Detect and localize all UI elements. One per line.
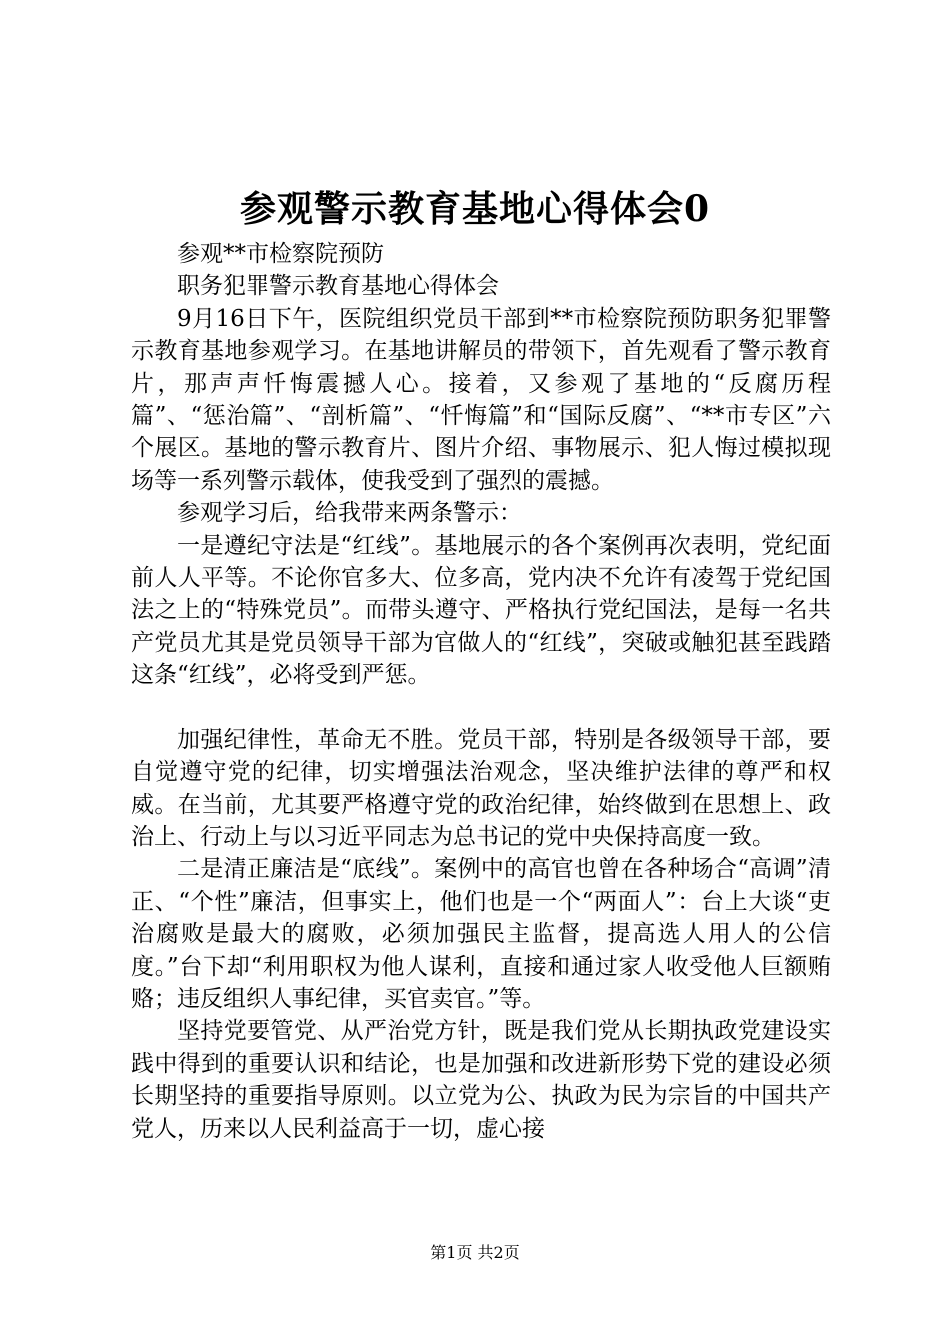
paragraph-party-governance: 坚持党要管党、从严治党方针，既是我们党从长期执政党建设实践中得到的重要认识和结论，也是加强和改进新形势下党的建设必须长期坚持的重要指导原则。以立党为公、执政为民为宗旨的中国共产党人，历来以人民利益高于一切，虚心接 [131,1018,831,1142]
document-title: 参观警示教育基地心得体会0 [239,188,711,230]
paragraph-warnings-intro: 参观学习后，给我带来两条警示： [177,500,522,527]
paragraph-subtitle-line-1: 参观**市检察院预防 [177,241,384,267]
paragraph-bottom-line: 二是清正廉洁是“底线”。案例中的高官也曾在各种场合“高调”清正、“个性”廉洁，但事实上，他们也是一个“两面人”：台上大谈“吏治腐败是最大的腐败，必须加强民主监督，提高选人用人的公信度。”台下却“利用职权为他人谋利，直接和通过家人收受他人巨额贿赂；违反组织人事纪律，买官卖官。”等。 [131,856,831,1012]
paragraph-visit-description: 9月16日下午，医院组织党员干部到**市检察院预防职务犯罪警示教育基地参观学习。在基地讲解员的带领下，首先观看了警示教育片，那声声忏悔震撼人心。接着，又参观了基地的“反腐历程篇”、“惩治篇”、“剖析篇”、“忏悔篇”和“国际反腐”、“**市专区”六个展区。基地的警示教育片、图片介绍、事物展示、犯人悔过模拟现场等一系列警示载体，使我受到了强烈的震撼。 [131,305,831,494]
paragraph-discipline: 加强纪律性，革命无不胜。党员干部，特别是各级领导干部，要自觉遵守党的纪律，切实增强法治观念，坚决维护法律的尊严和权威。在当前，尤其要严格遵守党的政治纪律，始终做到在思想上、政治上、行动上与以习近平同志为总书记的党中央保持高度一致。 [131,726,831,850]
paragraph-subtitle-line-2: 职务犯罪警示教育基地心得体会 [177,273,499,300]
paragraph-red-line: 一是遵纪守法是“红线”。基地展示的各个案例再次表明，党纪面前人人平等。不论你官多大、位多高，党内决不允许有凌驾于党纪国法之上的“特殊党员”。而带头遵守、严格执行党纪国法，是每一名共产党员尤其是党员领导干部为官做人的“红线”，突破或触犯甚至践踏这条“红线”，必将受到严惩。 [131,532,831,689]
page-footer: 第1页 共2页 [430,1243,520,1262]
document-body [131,238,831,1145]
